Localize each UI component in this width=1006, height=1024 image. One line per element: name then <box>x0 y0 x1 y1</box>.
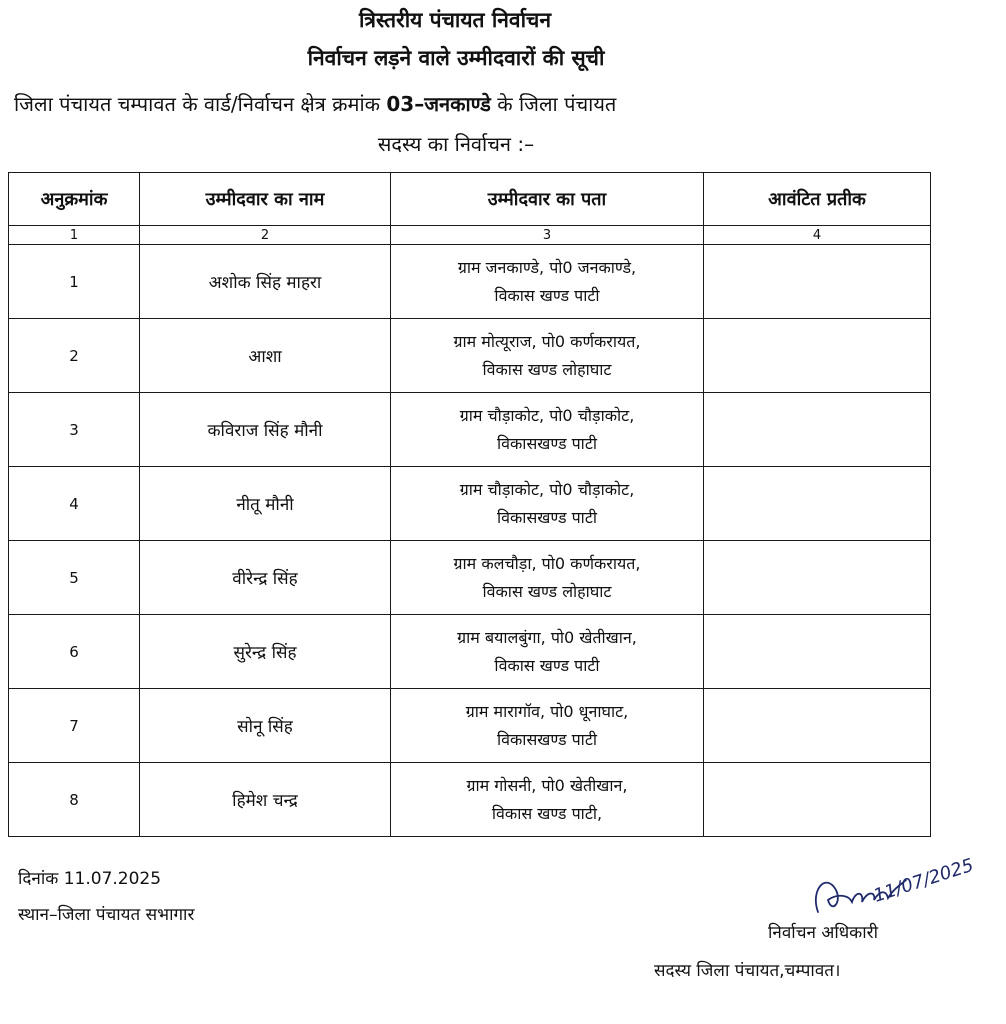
officer-designation: निर्वाचन अधिकारी <box>768 923 878 943</box>
column-number: 4 <box>704 226 931 245</box>
officer-office: सदस्य जिला पंचायत,चम्पावत। <box>654 961 841 981</box>
candidate-address <box>391 763 704 837</box>
allotted-symbol <box>704 393 931 467</box>
candidate-address <box>391 689 704 763</box>
candidate-address <box>391 615 704 689</box>
address-line2: विकास खण्ड लोहाघाट <box>482 581 612 601</box>
allotted-symbol <box>704 245 931 319</box>
serial-number: 8 <box>9 763 140 837</box>
document-date: दिनांक 11.07.2025 <box>18 869 162 889</box>
header-allotted-symbol: आवंटित प्रतीक <box>704 173 931 226</box>
address-line2: विकासखण्ड पाटी <box>496 729 598 749</box>
serial-number: 5 <box>9 541 140 615</box>
address-line1: ग्राम मारागॉव, पो0 धूनाघाट, <box>465 701 629 721</box>
candidate-address <box>391 393 704 467</box>
table-row <box>9 689 931 763</box>
candidate-name: सुरेन्द्र सिंह <box>140 615 391 689</box>
ward-description-part1: जिला पंचायत चम्पावत के वार्ड/निर्वाचन क्षेत्र क्रमांक <box>14 92 387 116</box>
serial-number: 7 <box>9 689 140 763</box>
serial-number: 2 <box>9 319 140 393</box>
allotted-symbol <box>704 541 931 615</box>
allotted-symbol <box>704 615 931 689</box>
allotted-symbol <box>704 319 931 393</box>
candidate-name: नीतू मौनी <box>140 467 391 541</box>
address-line2: विकास खण्ड पाटी <box>494 655 600 675</box>
address-line1: ग्राम कलचौड़ा, पो0 कर्णकरायत, <box>453 553 641 573</box>
allotted-symbol <box>704 763 931 837</box>
document-title: त्रिस्तरीय पंचायत निर्वाचन <box>358 8 552 32</box>
candidate-name: अशोक सिंह माहरा <box>140 245 391 319</box>
document-subtitle: निर्वाचन लड़ने वाले उम्मीदवारों की सूची <box>307 46 605 70</box>
column-number: 2 <box>140 226 391 245</box>
document-place: स्थान–जिला पंचायत सभागार <box>18 905 195 925</box>
allotted-symbol <box>704 467 931 541</box>
signature-date: 11/07/2025 <box>871 854 977 907</box>
address-line2: विकास खण्ड पाटी <box>494 285 600 305</box>
address-line1: ग्राम चौड़ाकोट, पो0 चौड़ाकोट, <box>459 479 635 499</box>
candidate-address <box>391 319 704 393</box>
ward-description <box>14 90 1004 117</box>
table-row <box>9 393 931 467</box>
candidate-name: वीरेन्द्र सिंह <box>140 541 391 615</box>
address-line1: ग्राम गोसनी, पो0 खेतीखान, <box>466 775 628 795</box>
table-row <box>9 541 931 615</box>
header-candidate-name: उम्मीदवार का नाम <box>140 173 391 226</box>
ward-description-part2: के जिला पंचायत <box>490 92 617 116</box>
column-number: 3 <box>391 226 704 245</box>
table-row <box>9 245 931 319</box>
ward-description-line2: सदस्य का निर्वाचन :– <box>377 132 535 156</box>
candidate-table <box>8 172 931 837</box>
address-line1: ग्राम जनकाण्डे, पो0 जनकाण्डे, <box>457 257 637 277</box>
address-line1: ग्राम बयालबुंगा, पो0 खेतीखान, <box>457 627 637 647</box>
table-row <box>9 467 931 541</box>
address-line2: विकास खण्ड पाटी, <box>491 803 603 823</box>
signature <box>806 850 986 930</box>
serial-number: 1 <box>9 245 140 319</box>
address-line1: ग्राम चौड़ाकोट, पो0 चौड़ाकोट, <box>459 405 635 425</box>
serial-number: 3 <box>9 393 140 467</box>
serial-number: 6 <box>9 615 140 689</box>
candidate-address <box>391 245 704 319</box>
table-row <box>9 615 931 689</box>
header-serial: अनुक्रमांक <box>9 173 140 226</box>
table-row <box>9 319 931 393</box>
address-line2: विकास खण्ड लोहाघाट <box>482 359 612 379</box>
address-line2: विकासखण्ड पाटी <box>496 433 598 453</box>
candidate-name: आशा <box>140 319 391 393</box>
address-line1: ग्राम मोत्यूराज, पो0 कर्णकरायत, <box>453 331 641 351</box>
candidate-address <box>391 541 704 615</box>
ward-number: 03–जनकाण्डे <box>386 92 491 116</box>
column-number: 1 <box>9 226 140 245</box>
candidate-name: सोनू सिंह <box>140 689 391 763</box>
address-line2: विकासखण्ड पाटी <box>496 507 598 527</box>
table-row <box>9 763 931 837</box>
serial-number: 4 <box>9 467 140 541</box>
candidate-address <box>391 467 704 541</box>
candidate-name: हिमेश चन्द्र <box>140 763 391 837</box>
candidate-name: कविराज सिंह मौनी <box>140 393 391 467</box>
header-candidate-address: उम्मीदवार का पता <box>391 173 704 226</box>
allotted-symbol <box>704 689 931 763</box>
